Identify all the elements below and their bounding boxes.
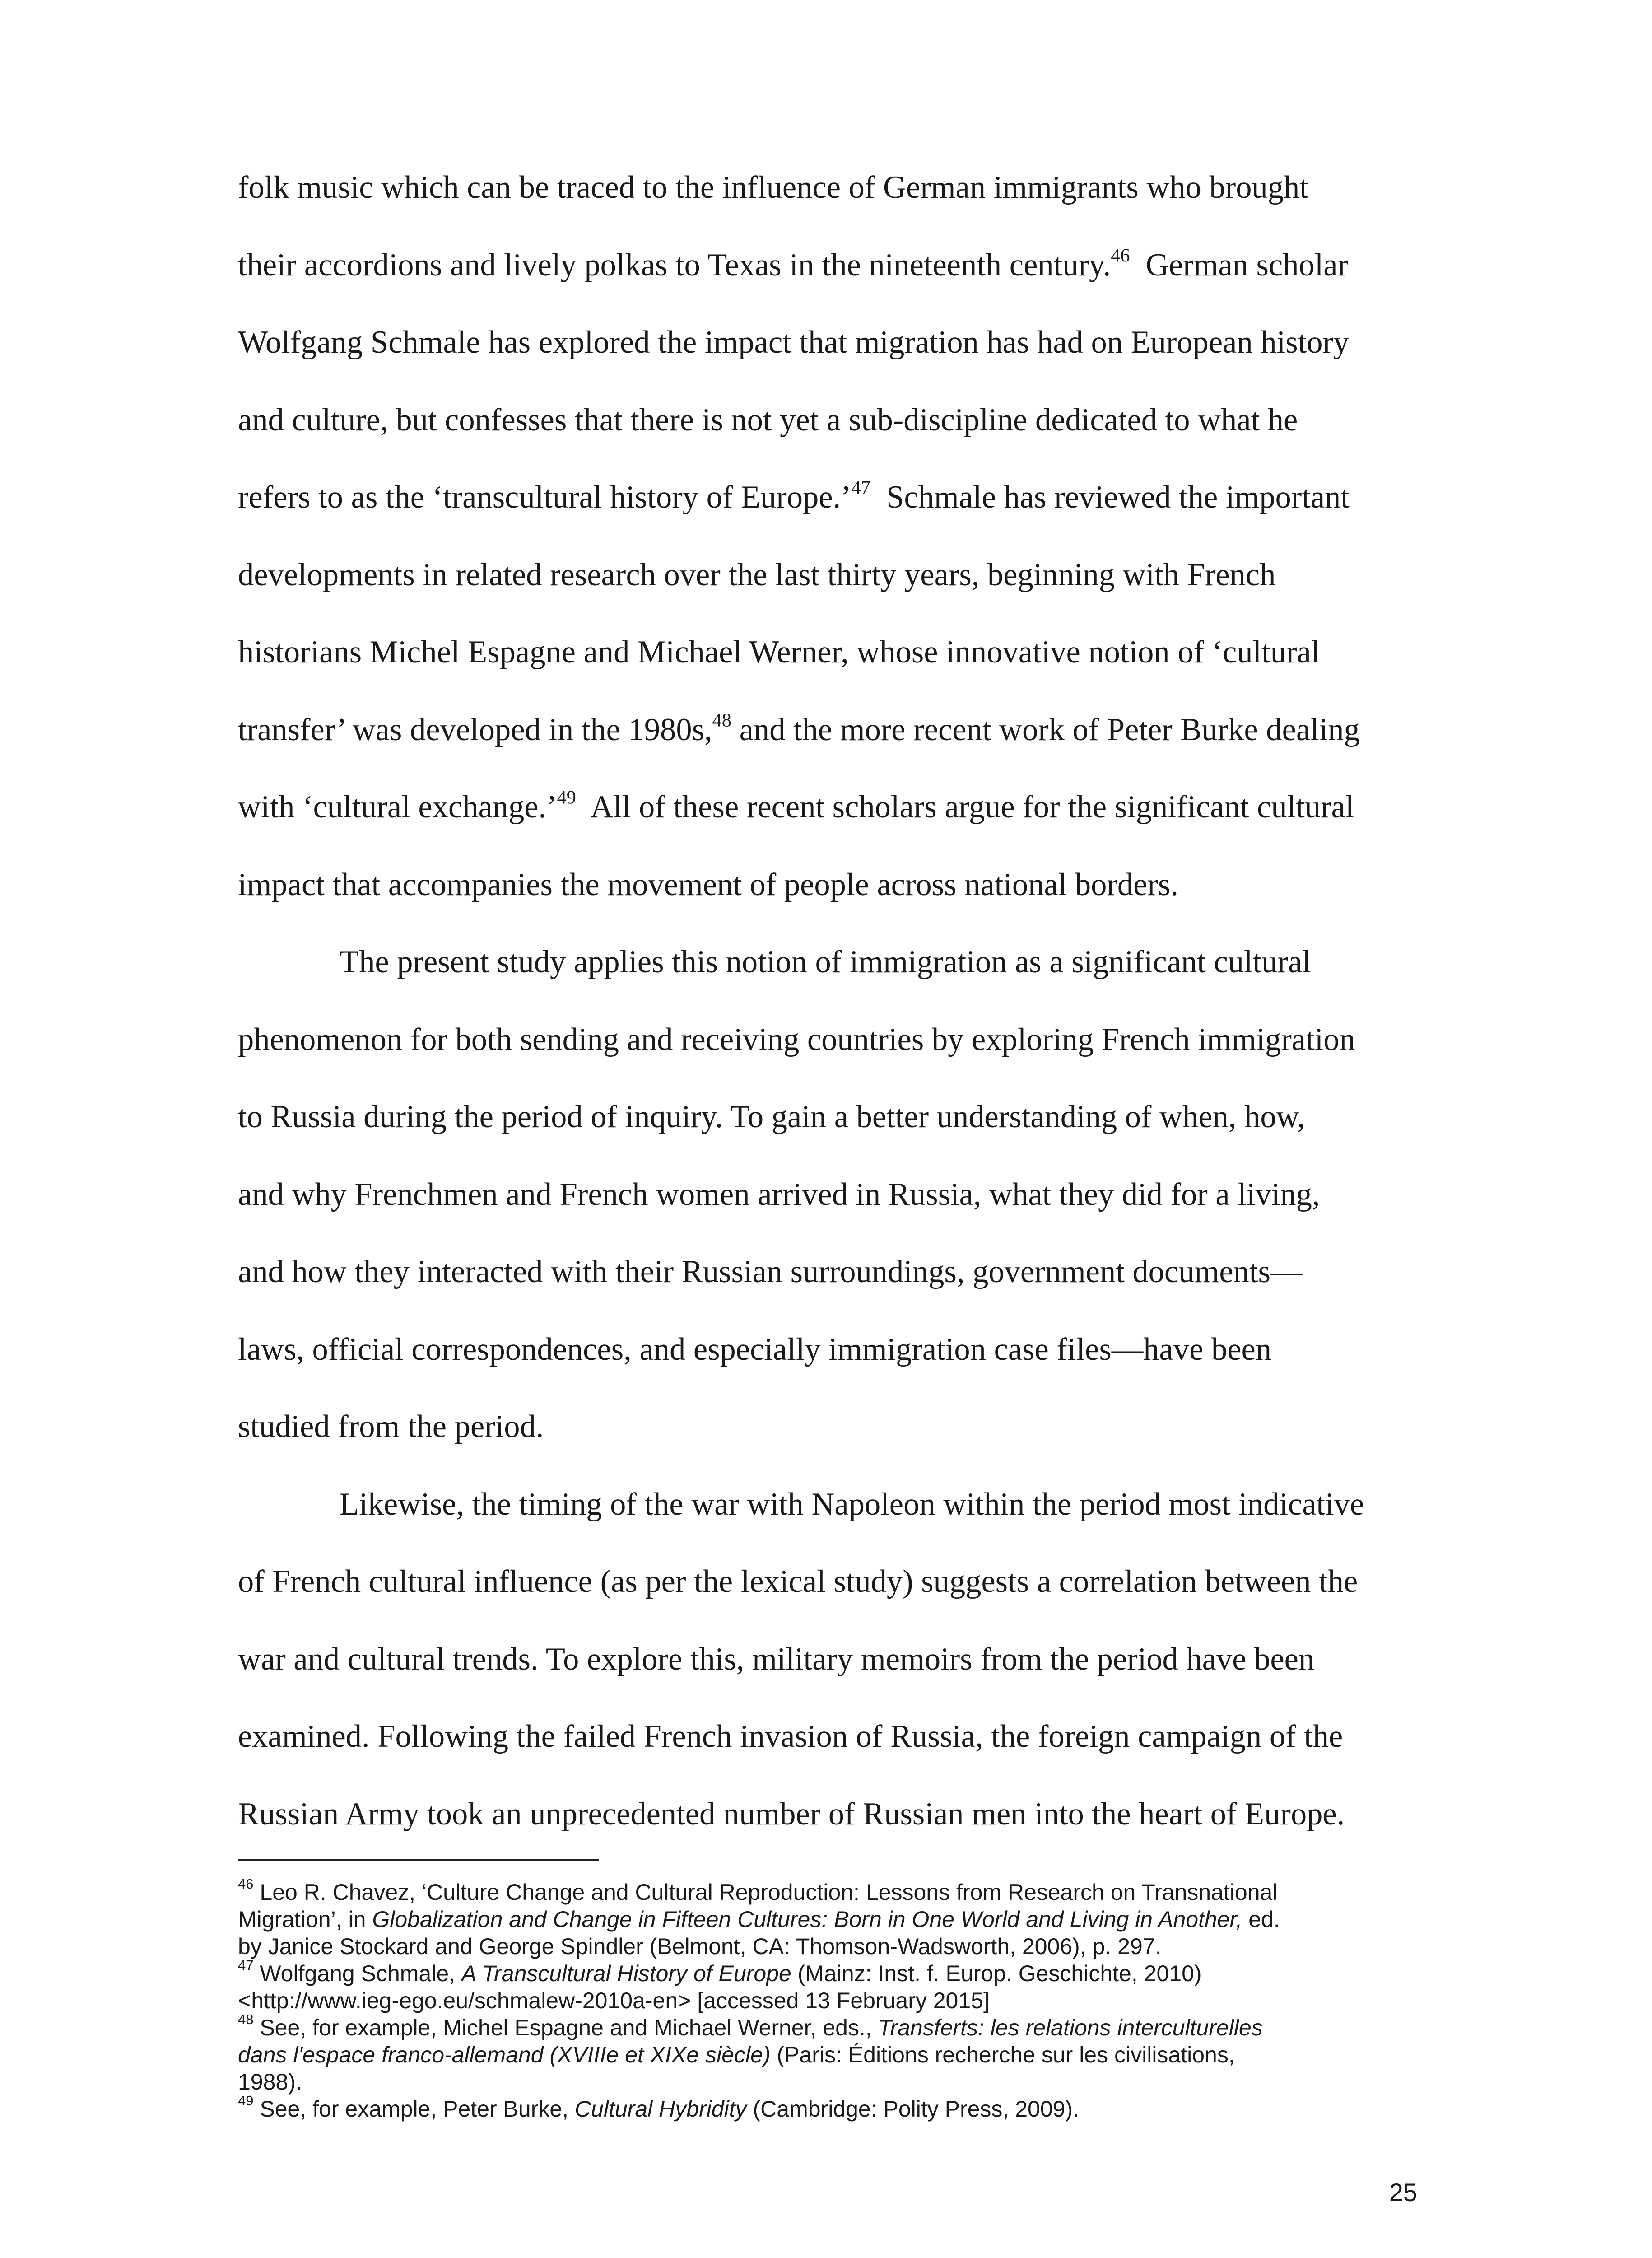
footnote-number: 46: [238, 1876, 254, 1892]
footnote-49: [238, 2095, 1457, 2123]
text-line: Russian Army took an unprecedented number of Russian men into the heart of Europe.: [238, 1796, 1345, 1832]
footnote-separator: [238, 1859, 599, 1861]
text-line: Wolfgang Schmale has explored the impact that migration has had on European history: [238, 325, 1350, 360]
footnote-line: $^{49}$ See, for example, Peter Burke, Cultural Hybridity (Cambridge: Polity Press, 2009).: [238, 2093, 1080, 2122]
body-text: [238, 149, 1425, 1853]
footnote-number: 48: [238, 2011, 254, 2028]
footnote-47: [238, 1957, 1457, 2014]
paragraph-2: [238, 924, 1425, 1466]
footnote-ref-46[interactable]: 46: [1111, 245, 1130, 266]
text-line: of French cultural influence (as per the lexical study) suggests a correlation between the: [238, 1564, 1358, 1599]
text-line: and how they interacted with their Russian surroundings, government documents—: [238, 1254, 1303, 1289]
text-line: historians Michel Espagne and Michael Werner, whose innovative notion of ‘cultural: [238, 634, 1320, 670]
text-line: and culture, but confesses that there is not yet a sub-discipline dedicated to what he: [238, 402, 1298, 438]
footnote-number: 49: [238, 2093, 254, 2109]
text-line: Likewise, the timing of the war with Napoleon within the period most indicative: [340, 1486, 1364, 1522]
footnotes: [238, 1876, 1457, 2123]
text-line: impact that accompanies the movement of people across national borders.: [238, 867, 1178, 902]
text-line: to Russia during the period of inquiry. To gain a better understanding of when, how,: [238, 1099, 1305, 1134]
paragraph-1: [238, 149, 1425, 924]
text-line: phenomenon for both sending and receiving countries by exploring French immigration: [238, 1022, 1355, 1057]
work-title: Globalization and Change in Fifteen Cultures: Born in One World and Living in Another,: [372, 1907, 1242, 1932]
work-title: A Transcultural History of Europe: [461, 1961, 791, 1986]
text-line: war and cultural trends. To explore this, military memoirs from the period have been: [238, 1641, 1315, 1677]
text-line: refers to as the ‘transcultural history of Europe.’$^{47}$ Schmale has reviewed the important: [238, 477, 1350, 515]
text-line: studied from the period.: [238, 1409, 544, 1444]
footnote-ref-49[interactable]: 49: [557, 787, 576, 808]
text-line: folk music which can be traced to the influence of German immigrants who brought: [238, 170, 1308, 205]
text-line: and why Frenchmen and French women arrived in Russia, what they did for a living,: [238, 1176, 1320, 1212]
footnote-ref-47[interactable]: 47: [851, 477, 870, 499]
work-title: Transferts: les relations interculturelles: [878, 2015, 1263, 2040]
footnote-46: [238, 1876, 1457, 1960]
text-line: developments in related research over the last thirty years, beginning with French: [238, 557, 1276, 592]
text-line: The present study applies this notion of immigration as a significant cultural: [340, 944, 1311, 980]
footnote-line: 1988).: [238, 2069, 302, 2095]
work-title: Cultural Hybridity: [574, 2096, 747, 2122]
work-title: dans l'espace franco-allemand (XVIIIe et XIXe siècle): [238, 2042, 771, 2067]
footnote-line: $^{47}$ Wolfgang Schmale, A Transcultural History of Europe (Mainz: Inst. f. Europ. Geschichte, 2010): [238, 1957, 1202, 1986]
page-number: 25: [1389, 2178, 1417, 2207]
footnote-line: $^{48}$ See, for example, Michel Espagne and Michael Werner, eds., Transferts: les relations interculturelles: [238, 2011, 1263, 2040]
footnote-line: $^{46}$ Leo R. Chavez, ‘Culture Change and Cultural Reproduction: Lessons from Research on Transnational: [238, 1876, 1278, 1905]
text-line: examined. Following the failed French invasion of Russia, the foreign campaign of the: [238, 1719, 1343, 1754]
text-line: their accordions and lively polkas to Texas in the nineteenth century.$^{46}$ German scholar: [238, 245, 1349, 283]
footnote-48: [238, 2011, 1457, 2095]
text-line: with ‘cultural exchange.’$^{49}$ All of these recent scholars argue for the significant cultural: [238, 787, 1354, 825]
footnote-ref-48[interactable]: 48: [712, 709, 731, 731]
text-line: transfer’ was developed in the 1980s,$^{48}$ and the more recent work of Peter Burke dealing: [238, 709, 1360, 747]
footnote-line: Migration’, in Globalization and Change in Fifteen Cultures: Born in One World and Living in Another, ed.: [238, 1907, 1280, 1932]
footnote-url-line[interactable]: <http://www.ieg-ego.eu/schmalew-2010a-en> [accessed 13 February 2015]: [238, 1988, 990, 2013]
footnote-line: by Janice Stockard and George Spindler (Belmont, CA: Thomson-Wadsworth, 2006), p. 297.: [238, 1934, 1162, 1959]
text-line: laws, official correspondences, and especially immigration case files—have been: [238, 1331, 1272, 1367]
footnote-number: 47: [238, 1957, 254, 1973]
footnote-line: dans l'espace franco-allemand (XVIIIe et XIXe siècle) (Paris: Éditions recherche sur les civilisations,: [238, 2042, 1235, 2067]
paragraph-3: [238, 1466, 1425, 1853]
